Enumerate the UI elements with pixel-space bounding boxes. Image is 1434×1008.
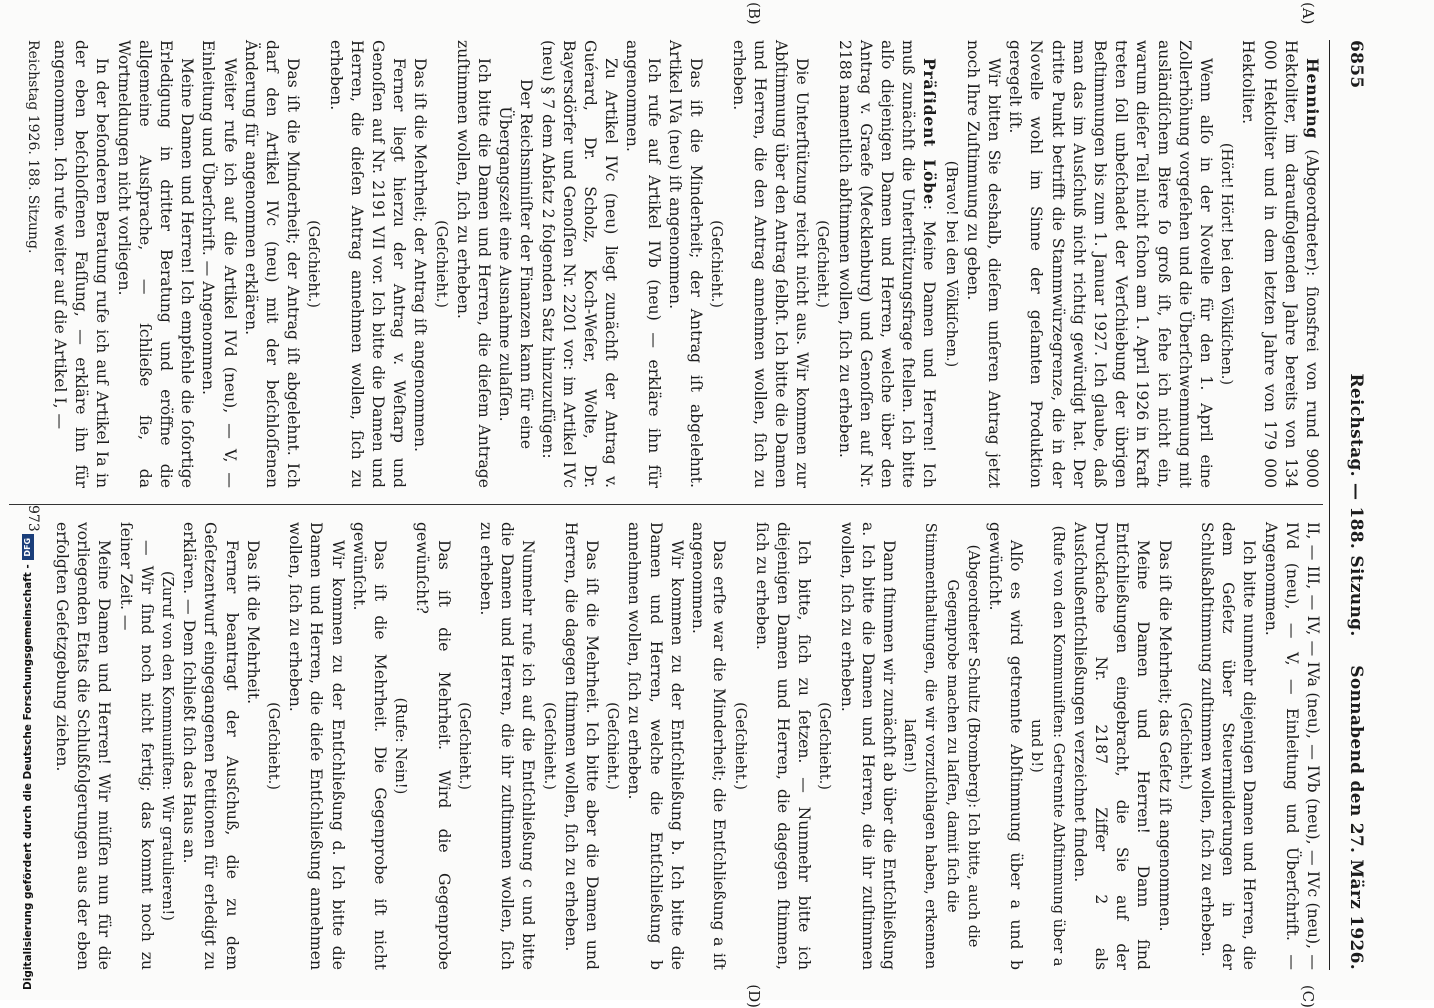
- speech-text: Meine Damen und Herren! Ich muß zunächſt die Unterſtützungsfrage ſtellen. Ich bitte alſo diejenigen Damen und Herren, welche über den Antrag v. Graefe (Mecklenburg) und Genoſſen auf Nr. 2188 namentlich abſtimmen wollen, ſich zu erheben.: [835, 40, 939, 488]
- paragraph: Wir kommen zu der Entſchließung d. Ich bitte die Damen und Herren, die dieſe Entſchließung annehmen wollen, ſich zu erheben.: [286, 522, 347, 970]
- speaker-paragraph: Henning (Abgeordneter): ſionsfrei von rund 9000 Hektoliter, im darauffolgenden Jahre bereits von 134 000 Hektoliter und in dem letzten Jahre von 179 000 Hektoliter.: [1239, 40, 1322, 489]
- interjection: (Geſchieht.): [1176, 702, 1194, 790]
- interjection: (Geſchieht.): [432, 220, 450, 308]
- paragraph: Nunmehr rufe ich auf die Entſchließung c und bitte die Damen und Herren, die ihr zuſtimmen wollen, ſich zu erheben.: [477, 522, 538, 970]
- dfg-logo: DFG: [22, 534, 34, 560]
- speech-text: ſionsfrei von rund 9000 Hektoliter, im darauffolgenden Jahre bereits von 134 000 Hektoliter und in dem letzten Jahre von 179 000 Hektoliter.: [1239, 40, 1321, 489]
- paragraph: Wir bitten Sie deshalb, dieſem unſeren Antrag jetzt noch Ihre Zuſtimmung zu geben.: [963, 40, 1003, 488]
- interjection: (Rufe: Nein!): [392, 697, 410, 795]
- paragraph: Das iſt die Mehrheit; das Geſetz iſt angenommen.: [1155, 540, 1174, 932]
- paragraph: Weiter rufe ich auf die Artikel IVd (neu), — V, — Einleitung und Überſchrift. — Angenommen.: [199, 40, 239, 488]
- interjection: (Geſchieht.): [816, 702, 834, 790]
- margin-mark-a: (A): [1299, 2, 1317, 25]
- interjection: (Zuruf von den Kommuniſten: Wir gratulieren!): [159, 571, 177, 921]
- paragraph: II, — III, — IV, — IVa (neu), — IVb (neu), — IVc (neu), — IVd (neu), — V, — Einleitung und Überſchrift. — Angenommen.: [1261, 522, 1322, 970]
- paragraph: Ich bitte die Damen und Herren, die dieſem Antrage zuſtimmen wollen, ſich zu erheben.: [453, 40, 494, 488]
- paragraph: Ich bitte nunmehr diejenigen Damen und Herren, die dem Geſetz über Steuermilderungen in der Schlußabſtimmung zuſtimmen wollen, ſich zu erheben.: [1197, 522, 1259, 970]
- paragraph: Die Unterſtützung reicht nicht aus. Wir kommen zur Abſtimmung über den Antrag ſelbſt. Ich bitte die Damen und Herren, die den Antrag annehmen wollen, ſich zu erheben.: [729, 40, 812, 488]
- column-divider: [9, 504, 1323, 505]
- text-columns: [49, 2, 1323, 1008]
- left-column: [49, 40, 1323, 488]
- speaker-name: Henning: [1303, 58, 1322, 140]
- page-title: Reichstag. — 188. Sitzung.: [1346, 373, 1366, 637]
- speaker-name: Präſident Löbe: [920, 58, 940, 205]
- margin-mark-d: (D): [745, 984, 763, 1008]
- paragraph: Das iſt die Mehrheit.: [243, 540, 262, 705]
- paragraph: Ferner liegt hierzu der Antrag v. Weſtarp und Genoſſen auf Nr. 2191 VII vor. Ich bitte die Damen und Herren, die dieſen Antrag annehmen wollen, ſich zu erheben.: [326, 40, 409, 488]
- paragraph: Wir kommen zu der Entſchließung b. Ich bitte die Damen und Herren, welche die Entſchließung b annehmen wollen, ſich zu erheben.: [625, 522, 686, 970]
- interjection: (Rufe von den Kommuniſten: Getrennte Abſtimmung über a und b!): [1028, 525, 1067, 967]
- interjection: (Bravo! bei den Völkiſchen.): [942, 160, 960, 368]
- interjection: (Geſchieht.): [814, 220, 832, 308]
- footer-page-number: 973: [24, 505, 41, 532]
- interjection: (Hört! Hört! bei den Völkiſchen.): [1218, 142, 1236, 386]
- paragraph: Das iſt die Mehrheit. Wird die Gegenprobe gewünſcht?: [413, 522, 453, 970]
- interjection: (Geſchieht.): [265, 702, 283, 790]
- paragraph: Das iſt die Minderheit; der Antrag iſt abgelehnt. Artikel IVa (neu) iſt angenommen.: [665, 40, 706, 488]
- margin-mark-c: (C): [1299, 984, 1317, 1008]
- paragraph: Zu Artikel IVc (neu) liegt zunächſt der Antrag v. Guérard, Dr. Scholz, Koch-Weſer, Wolte, Dr. Bayersdörfer und Genoſſen Nr. 2201 vor: im Artikel IVc (neu) § 7 dem Abſatz 2 folgenden Satz hinzuzufügen:: [538, 40, 621, 488]
- margin-mark-b: (B): [745, 2, 763, 25]
- page-number: 6855: [1346, 40, 1366, 89]
- paragraph: Meine Damen und Herren! Dann ſind Entſchließungen eingebracht, die Sie auf der Druckſache Nr. 2187 Ziffer 2 als Ausſchußentſchließungen verzeichnet finden.: [1070, 522, 1153, 970]
- footer-session-note: Reichstag 1926. 188. Sitzung.: [24, 40, 41, 254]
- interjection: (Geſchieht.): [305, 220, 323, 308]
- paragraph: Das iſt die Minderheit; der Antrag iſt abgelehnt. Ich darf den Artikel IVc (neu) mit der beſchloſſenen Änderung für angenommen erklären.: [241, 40, 303, 488]
- speaker-role: Abgeordneter: [1303, 155, 1321, 265]
- session-date: Sonnabend den 27. März 1926.: [1346, 665, 1366, 970]
- paragraph: — Wir ſind noch nicht fertig; das kommt noch zu ſeiner Zeit. —: [116, 522, 156, 970]
- interjection: (Geſchieht.): [604, 702, 622, 790]
- paragraph: Ich rufe auf Artikel IVb (neu) — erkläre ihn für angenommen.: [623, 40, 663, 488]
- paragraph: Meine Damen und Herren! Ich empfehle die ſofortige Erledigung in dritter Beratung und eröffne die allgemeine Ausſprache, — ſchließe ſie, da Wortmeldungen nicht vorliegen.: [114, 40, 197, 488]
- paragraph: Das erſte war die Minderheit; die Entſchließung a iſt angenommen.: [689, 522, 729, 970]
- paragraph: Dann ſtimmen wir zunächſt ab über die Entſchließung a. Ich bitte die Damen und Herren, die ihr zuſtimmen wollen, ſich zu erheben.: [837, 522, 898, 970]
- speaker-paragraph: Präſident Löbe: Meine Damen und Herren! Ich muß zunächſt die Unterſtützungsfrage ſtellen. Ich bitte alſo diejenigen Damen und Herren, welche über den Antrag v. Graefe (Mecklenburg) und Genoſſen auf Nr. 2188 namentlich abſtimmen wollen, ſich zu erheben.: [835, 40, 940, 488]
- interjection: (Abgeordneter Schultz (Bromberg): Ich bitte, auch die Gegenprobe machen zu laſſen, damit ſich die Stimmenthaltungen, die wir vorzuſchlagen haben, erkennen laſſen!): [901, 522, 982, 970]
- paragraph: Meine Damen und Herren! Wir müſſen nun für die vorliegenden Etats die Schlußfolgerungen aus der eben erfolgten Geſetzgebung ziehen.: [53, 522, 114, 970]
- right-column: [49, 522, 1323, 970]
- paragraph: Das iſt die Mehrheit. Die Gegenprobe iſt nicht gewünſcht.: [349, 522, 390, 970]
- paragraph: Ferner beantragt der Ausſchuß, die zu dem Geſetzentwurf eingegangenen Petitionen für erledigt zu erklären. — Dem ſchließt ſich das Haus an.: [180, 522, 241, 970]
- digitization-credit: [22, 534, 34, 990]
- header-rule: [1329, 40, 1330, 970]
- paragraph: Alſo es wird getrennte Abſtimmung über a und b gewünſcht.: [985, 522, 1026, 970]
- paragraph: Wenn alſo in der Novelle für den 1. April eine Zollerhöhung vorgeſehen und die Überſchwemmung mit ausländiſchem Biere ſo groß iſt, ſehe ich nicht ein, warum dieſer Teil nicht ſchon am 1. April 1926 in Kraft treten ſoll unbeſchadet der Verſchiebung der übrigen Beſtimmungen bis zum 1. Januar 1927. Ich glaube, daß man das im Ausſchuß nicht richtig gewürdigt hat. Der dritte Punkt betrifft die Stammwürzegrenze, die in der Novelle wohl im Sinne der geſamten Produktion geregelt iſt.: [1006, 40, 1215, 488]
- paragraph: Ich bitte, ſich zu ſetzen. — Nunmehr bitte ich diejenigen Damen und Herren, die dagegen ſtimmen, ſich zu erheben.: [752, 522, 814, 970]
- interjection: (Geſchieht.): [708, 220, 726, 308]
- paragraph: Das iſt die Mehrheit. Ich bitte aber die Damen und Herren, die dagegen ſtimmen wollen, ſich zu erheben.: [561, 522, 602, 970]
- credit-text: Digitalisierung gefördert durch die Deutsche Forschungsgemeinschaft -: [22, 564, 34, 990]
- page-header: [1334, 40, 1366, 970]
- interjection: (Geſchieht.): [731, 702, 749, 790]
- paragraph: Das iſt die Mehrheit; der Antrag iſt angenommen.: [411, 58, 430, 452]
- paragraph: In der beſonderen Beratung rufe ich auf Artikel Ia in der eben beſchloſſenen Faſſung, — erkläre ihn für angenommen. Ich rufe weiter auf die Artikel I, —: [51, 40, 112, 488]
- quoted-amendment: Der Reichsminiſter der Finanzen kann für eine Übergangszeit eine Ausnahme zulaſſen.: [496, 78, 536, 450]
- interjection: (Geſchieht.): [540, 702, 558, 790]
- interjection: (Geſchieht.): [455, 702, 473, 790]
